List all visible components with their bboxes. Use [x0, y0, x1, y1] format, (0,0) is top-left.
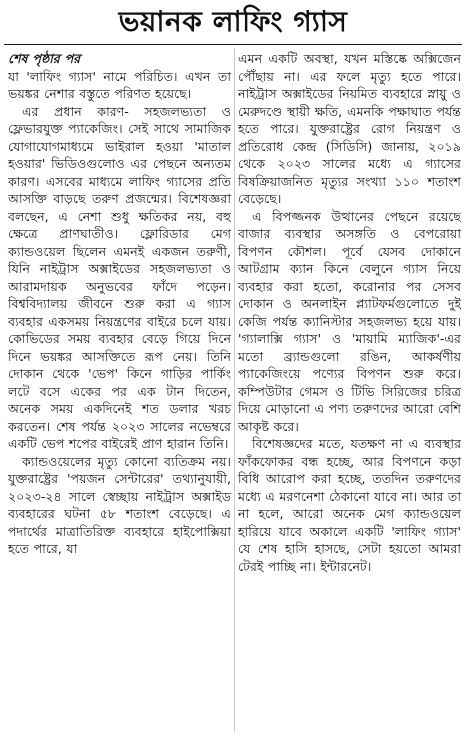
paragraph: ক্যান্ডওয়েলের মৃত্যু কোনো ব্যতিক্রম নয়। যুক্তরাষ্ট্রের 'পয়জন সেন্টারের' তথ্যানুযায়ী, ২০২৩-২৪ সালে স্বেচ্ছায় নাইট্রাস অক্সাইড ব্যবহারের ঘটনা ৫৮ শতাংশ বেড়েছে। এ পদার্থের মাত্রাতিরিক্ত ব্যবহারে হাইপোক্সিয়া হতে পারে, যা [8, 453, 231, 556]
paragraph: এর প্রধান কারণ- সহজলভ্যতা ও ফ্লেভারযুক্ত প্যাকেজিং। সেই সাথে সামাজিক যোগাযোগমাধ্যমে ভাইরাল হওয়া 'মাতাল হওয়ার' ভিডিওগুলোও এর পেছনে অন্যতম কারণ। এসবের মাধ্যমে লাফিং গ্যাসের প্রতি আসক্তি বাড়ছে তরুণ প্রজন্মের। বিশেষজ্ঞরা বলছেন, এ নেশা শুধু ক্ষতিকর নয়, বহু ক্ষেত্রে প্রাণঘাতীও। ফ্লোরিডার মেগ ক্যান্ডওয়েল ছিলেন এমনই একজন তরুণী, যিনি নাইট্রাস অক্সাইডের সহজলভ্যতা ও আরামদায়ক অনুভবের ফাঁদে পড়েন। বিশ্ববিদ্যালয় জীবনে শুরু করা এ গ্যাস ব্যবহার একসময় নিয়ন্ত্রণের বাইরে চলে যায়। কোভিডের সময় ব্যবহার বেড়ে গিয়ে দিনে দিনে ভয়ঙ্কর আসক্তিতে রূপ নেয়। তিনি দোকান থেকে 'ভেপ' কিনে গাড়ির পার্কিং লটে বসে একের পর এক টান দিতেন, অনেক সময় একদিনেই শত ডলার খরচ করতেন। শেষ পর্যন্ত ২০২৩ সালের নভেম্বরে একটি ভেপ শপের বাইরেই প্রাণ হারান তিনি। [8, 103, 231, 451]
continued-from-label: শেষ পৃষ্ঠার পর [8, 51, 81, 66]
paragraph: এমন একটি অবস্থা, যখন মস্তিষ্কে অক্সিজেন পৌঁছায় না। এর ফলে মৃত্যু হতে পারে। নাইট্রাস অক্সাইডের নিয়মিত ব্যবহারে স্নায়ু ও মেরুদণ্ডে স্থায়ী ক্ষতি, এমনকি পক্ষাঘাত পর্যন্ত হতে পারে। যুক্তরাষ্ট্রের রোগ নিয়ন্ত্রণ ও প্রতিরোধ কেন্দ্র (সিডিসি) জানায়, ২০১৯ থেকে ২০২৩ সালের মধ্যে এ গ্যাসের বিষক্রিয়াজনিত মৃত্যুর সংখ্যা ১১০ শতাংশ বেড়েছে। [238, 51, 461, 206]
column-divider [234, 48, 235, 732]
column-right [238, 50, 461, 575]
paragraph: যা 'লাফিং গ্যাস' নামে পরিচিত। এখন তা ভয়ঙ্কর নেশার বস্তুতে পরিণত হয়েছে। [8, 68, 231, 101]
headline-rule [4, 44, 462, 45]
paragraph: বিশেষজ্ঞদের মতে, যতক্ষণ না এ ব্যবস্থার ফাঁকফোকর বন্ধ হচ্ছে, আর বিপণনে কড়া বিধি আরোপ করা হচ্ছে, ততদিন তরুণদের মধ্যে এ মরণনেশা ঠেকানো যাবে না। আর তা না হলে, আরো অনেক মেগ ক্যান্ডওয়েল হারিয়ে যাবে অকালে একটি 'লাফিং গ্যাস' যে শেষ হাসি হাসছে, সেটা হয়তো আমরা টেরই পাচ্ছি না। ইন্টারনেট। [238, 436, 461, 574]
column-left [8, 50, 231, 558]
headline: ভয়ানক লাফিং গ্যাস [118, 5, 348, 38]
paragraph: এ বিপজ্জনক উত্থানের পেছনে রয়েছে বাজার ব্যবস্থার অসঙ্গতি ও বেপরোয়া বিপণন কৌশল। পূর্বে যেসব দোকানে আটগ্রাম ক্যান কিনে বেলুনে গ্যাস নিয়ে ব্যবহার করা হতো, করোনার পর সেসব দোকান ও অনলাইন প্ল্যাটফর্মগুলোতে দুই কেজি পর্যন্ত ক্যানিস্টার সহজলভ্য হয়ে যায়। 'গ্যালাক্সি গ্যাস' ও 'মায়ামি ম্যাজিক'-এর মতো ব্র্যান্ডগুলো রঙিন, আকর্ষণীয় প্যাকেজিংয়ে পণ্যের বিপণন শুরু করে। কম্পিউটার গেমস ও টিভি সিরিজের চরিত্র দিয়ে মোড়ানো এ পণ্য তরুণদের আরো বেশি আকৃষ্ট করে। [238, 208, 461, 434]
